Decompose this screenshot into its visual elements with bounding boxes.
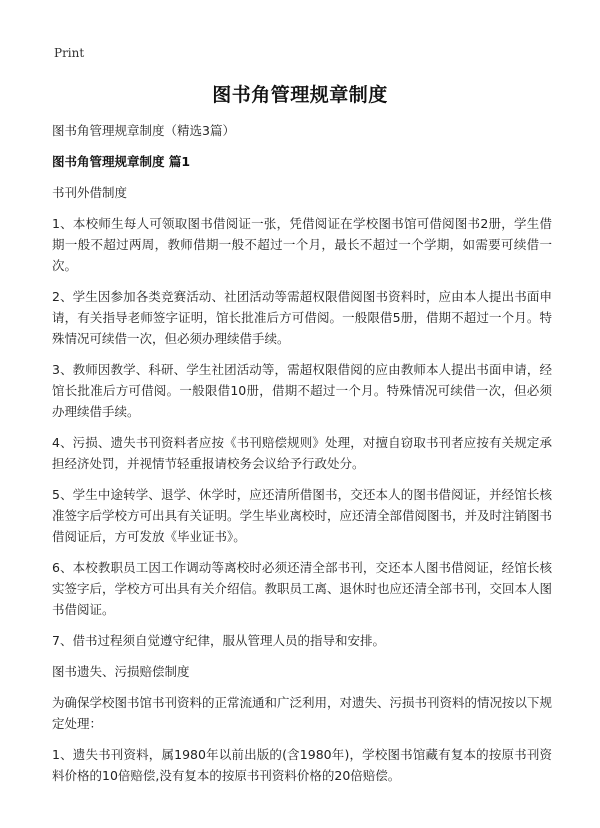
document-title: 图书角管理规章制度: [212, 84, 388, 106]
rule-item: 2、学生因参加各类竞赛活动、社团活动等需超权限借阅图书资料时，应由本人提出书面申请，有关指导老师签字证明，馆长批准后方可借阅。一般限借5册，借期不超过一个月。特殊情况可续借一次，但必须办理续借手续。: [52, 289, 552, 346]
subsection-heading: 书刊外借制度: [52, 185, 128, 200]
rule-item: 3、教师因教学、科研、学生社团活动等，需超权限借阅的应由教师本人提出书面申请，经馆长批准后方可借阅。一般限借10册，借期不超过一个月。特殊情况可续借一次，但必须办理续借手续。: [52, 362, 552, 419]
rule-item: 1、本校师生每人可领取图书借阅证一张，凭借阅证在学校图书馆可借阅图书2册，学生借期一般不超过两周，教师借期一般不超过一个月，最长不超过一个学期，如需要可续借一次。: [52, 216, 552, 273]
rule-item: 1、遗失书刊资料，属1980年以前出版的(含1980年)，学校图书馆藏有复本的按原书刊资料价格的10倍赔偿,没有复本的按原书刊资料价格的20倍赔偿。: [52, 747, 552, 783]
section-heading: 图书角管理规章制度 篇1: [52, 154, 191, 169]
document-body: [52, 120, 552, 796]
rule-item: 7、借书过程须自觉遵守纪律，服从管理人员的指导和安排。: [52, 633, 385, 648]
subsection-heading: 图书遗失、污损赔偿制度: [52, 664, 190, 679]
rule-item: 5、学生中途转学、退学、休学时，应还清所借图书，交还本人的图书借阅证，并经馆长核准签字后学校方可出具有关证明。学生毕业离校时，应还清全部借阅图书，并及时注销图书借阅证后，方可发放《毕业证书》。: [52, 487, 553, 544]
subtitle: 图书角管理规章制度（精选3篇）: [52, 123, 235, 138]
rule-item: 4、污损、遗失书刊资料者应按《书刊赔偿规则》处理，对擅自窃取书刊者应按有关规定承担经济处罚，并视情节轻重报请校务会议给予行政处分。: [52, 435, 552, 471]
rule-item: 6、本校教职员工因工作调动等离校时必须还清全部书刊，交还本人图书借阅证，经馆长核实签字后，学校方可出具有关介绍信。教职员工离、退休时也应还清全部书刊，交回本人图书借阅证。: [52, 560, 553, 617]
intro-paragraph: 为确保学校图书馆书刊资料的正常流通和广泛利用，对遗失、污损书刊资料的情况按以下规定处理：: [52, 695, 553, 731]
print-label: Print: [54, 46, 85, 60]
